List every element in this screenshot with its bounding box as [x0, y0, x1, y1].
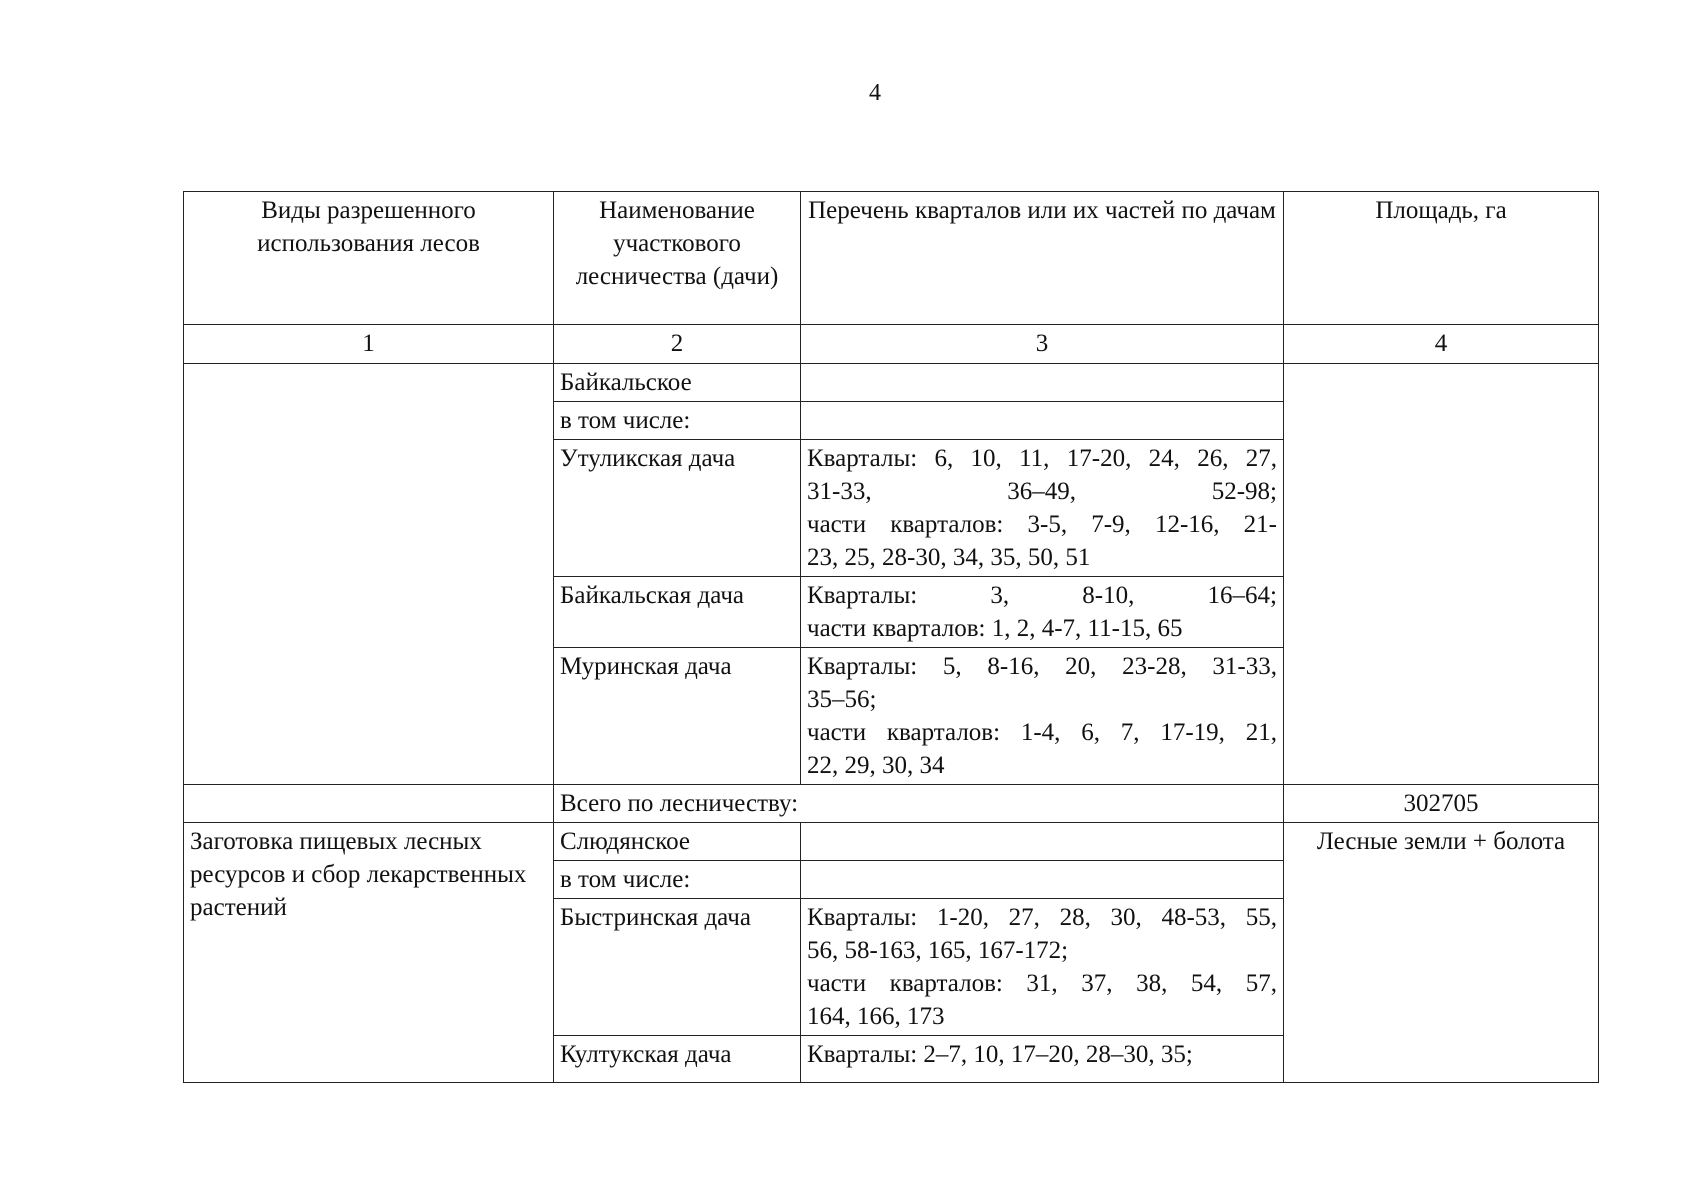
table-row	[184, 364, 1599, 402]
quarters-line: 22, 29, 30, 34	[807, 752, 945, 779]
usage-type: Заготовка пищевых лесных ресурсов и сбор лекарственных растений	[184, 823, 554, 1083]
including-label: в том числе:	[554, 861, 801, 899]
column-number: 4	[1284, 325, 1599, 364]
quarters-line: 56, 58-163, 165, 167-172;	[807, 937, 1069, 964]
dacha-quarters	[801, 1036, 1284, 1083]
quarters-line: Кварталы: 2–7, 10, 17–20, 28–30, 35;	[807, 1041, 1193, 1068]
including-label: в том числе:	[554, 402, 801, 440]
quarters-cell-empty	[801, 861, 1284, 899]
quarters-line: части кварталов: 31, 37, 38, 54, 57,	[807, 970, 1277, 997]
usage-type-cell-empty	[184, 364, 554, 785]
header-usage-types: Виды разрешенного использования лесов	[184, 192, 554, 325]
dacha-quarters	[801, 899, 1284, 1036]
dacha-name: Утуликская дача	[554, 440, 801, 577]
header-forestry-name: Наименование участкового лесничества (дачи)	[554, 192, 801, 325]
total-row	[184, 785, 1599, 823]
quarters-line: 164, 166, 173	[807, 1003, 945, 1030]
table-header-row	[184, 192, 1599, 325]
quarters-cell-empty	[801, 402, 1284, 440]
column-number: 3	[801, 325, 1284, 364]
column-number-row	[184, 325, 1599, 364]
dacha-quarters	[801, 577, 1284, 648]
dacha-name: Быстринская дача	[554, 899, 801, 1036]
quarters-cell-empty	[801, 823, 1284, 861]
quarters-line: 35–56;	[807, 686, 877, 713]
quarters-line: части кварталов: 1, 2, 4-7, 11-15, 65	[807, 615, 1183, 642]
quarters-line: Кварталы: 5, 8-16, 20, 23-28, 31-33,	[807, 653, 1277, 680]
quarters-line: части кварталов: 3-5, 7-9, 12-16, 21-	[807, 511, 1277, 538]
column-number: 1	[184, 325, 554, 364]
quarters-line: 23, 25, 28-30, 34, 35, 50, 51	[807, 544, 1091, 571]
dacha-name: Муринская дача	[554, 648, 801, 785]
table-row	[184, 823, 1599, 861]
header-quarters-list: Перечень кварталов или их частей по дачам	[801, 192, 1284, 325]
quarters-line: Кварталы: 3, 8-10, 16–64;	[807, 582, 1277, 609]
header-area: Площадь, га	[1284, 192, 1599, 325]
column-number: 2	[554, 325, 801, 364]
quarters-line: Кварталы: 1-20, 27, 28, 30, 48-53, 55,	[807, 904, 1277, 931]
area-cell-empty	[1284, 364, 1599, 785]
dacha-name: Култукская дача	[554, 1036, 801, 1083]
forest-use-table	[183, 191, 1599, 1083]
quarters-line: части кварталов: 1-4, 6, 7, 17-19, 21,	[807, 719, 1277, 746]
total-label: Всего по лесничеству:	[554, 785, 1284, 823]
dacha-name: Байкальская дача	[554, 577, 801, 648]
forestry-name: Байкальское	[554, 364, 801, 402]
quarters-cell-empty	[801, 364, 1284, 402]
usage-type-cell-empty	[184, 785, 554, 823]
quarters-line: Кварталы: 6, 10, 11, 17-20, 24, 26, 27,	[807, 445, 1277, 472]
total-value: 302705	[1284, 785, 1599, 823]
forestry-name: Слюдянское	[554, 823, 801, 861]
area-value: Лесные земли + болота	[1284, 823, 1599, 1083]
quarters-line: 31-33, 36–49, 52-98;	[807, 478, 1277, 505]
page-number: 4	[869, 80, 881, 106]
dacha-quarters	[801, 648, 1284, 785]
dacha-quarters	[801, 440, 1284, 577]
